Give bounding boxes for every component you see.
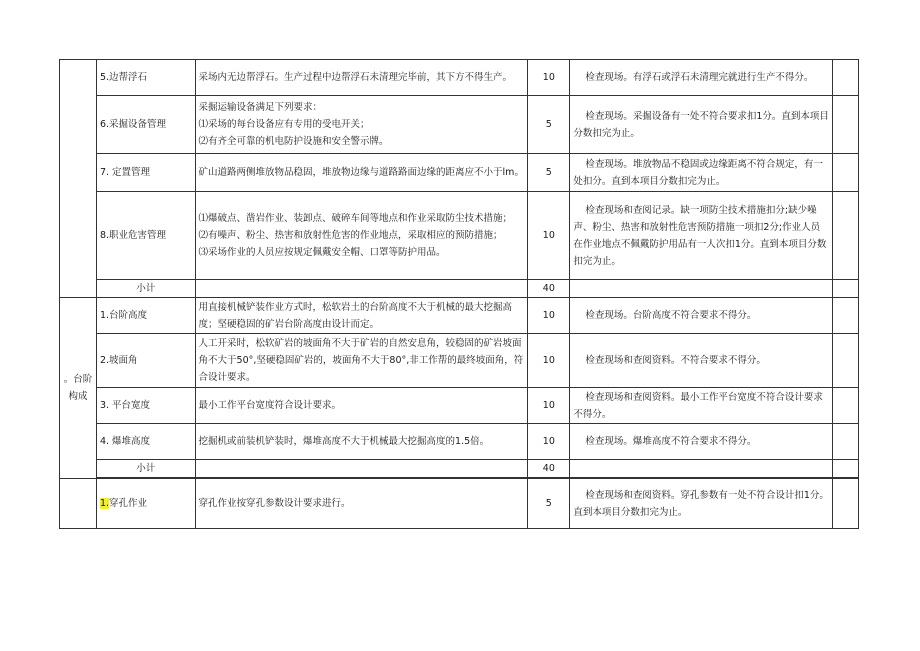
subtotal-score: 40 bbox=[528, 280, 570, 298]
score-cell: 10 bbox=[528, 192, 570, 280]
requirement-cell: 矿山道路两侧堆放物品稳固，堆放物边缘与道路路面边缘的距离应不小于lm。 bbox=[195, 154, 528, 192]
check-method-cell: 检查现场。爆堆高度不符合要求不得分。 bbox=[570, 424, 833, 460]
item-cell: 1.穿孔作业 bbox=[96, 479, 195, 529]
check-method-cell: 检查现场。采掘设备有一处不符合要求扣1分。直到本项目分数扣完为止。 bbox=[570, 96, 833, 154]
requirement-cell: 挖掘机或前装机铲装时，爆堆高度不大于机械最大挖掘高度的1.5倍。 bbox=[195, 424, 528, 460]
check-method-cell: 检查现场和查阅资料。最小工作平台宽度不符合设计要求不得分。 bbox=[570, 388, 833, 424]
item-cell: 7. 定置管理 bbox=[96, 154, 195, 192]
subtotal-score: 40 bbox=[528, 460, 570, 478]
subtotal-label: 小计 bbox=[96, 460, 195, 478]
empty-cell bbox=[570, 460, 833, 478]
note-cell bbox=[833, 479, 859, 529]
table-row bbox=[60, 154, 859, 192]
check-method-cell: 检查现场。有浮石或浮石未清理完就进行生产不得分。 bbox=[570, 60, 833, 96]
note-cell bbox=[833, 60, 859, 96]
item-cell: 2.坡面角 bbox=[96, 334, 195, 388]
note-cell bbox=[833, 424, 859, 460]
score-cell: 10 bbox=[528, 334, 570, 388]
table-row bbox=[60, 479, 859, 529]
table-row bbox=[60, 424, 859, 460]
score-cell: 5 bbox=[528, 154, 570, 192]
item-cell: 1.台阶高度 bbox=[96, 298, 195, 334]
table-row bbox=[60, 334, 859, 388]
requirement-cell: 穿孔作业按穿孔参数设计要求进行。 bbox=[195, 479, 528, 529]
subtotal-label: 小计 bbox=[96, 280, 195, 298]
score-cell: 5 bbox=[528, 96, 570, 154]
item-cell: 6.采掘设备管理 bbox=[96, 96, 195, 154]
table-row bbox=[60, 60, 859, 96]
empty-cell bbox=[195, 460, 528, 478]
note-cell bbox=[833, 280, 859, 298]
score-cell: 10 bbox=[528, 298, 570, 334]
table-row bbox=[60, 388, 859, 424]
item-cell: 4. 爆堆高度 bbox=[96, 424, 195, 460]
requirement-cell: 最小工作平台宽度符合设计要求。 bbox=[195, 388, 528, 424]
note-cell bbox=[833, 192, 859, 280]
subtotal-row bbox=[60, 280, 859, 298]
section-label: 。台阶构成 bbox=[60, 298, 97, 479]
item-cell: 8.职业危害管理 bbox=[96, 192, 195, 280]
note-cell bbox=[833, 334, 859, 388]
score-cell: 5 bbox=[528, 479, 570, 529]
requirement-cell: 采掘运输设备满足下列要求： ⑴采场的每台设备应有专用的受电开关； ⑵有齐全可靠的机电防护设施和安全警示牌。 bbox=[195, 96, 528, 154]
requirement-cell: 人工开采时，松软矿岩的坡面角不大于矿岩的自然安息角，较稳固的矿岩坡面角不大于50°,坚硬稳固矿岩的，坡面角不大于80°,非工作帮的最终坡面角，符合设计要求。 bbox=[195, 334, 528, 388]
requirement-cell: 用直接机械铲装作业方式时，松软岩土的台阶高度不大于机械的最大挖掘高度；坚硬稳固的矿岩台阶高度由设计而定。 bbox=[195, 298, 528, 334]
note-cell bbox=[833, 460, 859, 478]
requirement-cell: ⑴爆破点、凿岩作业、装卸点、破碎车间等地点和作业采取防尘技术措施； ⑵有噪声、粉尘、热害和放射性危害的作业地点，采取相应的预防措施； ⑶采场作业的人员应按规定佩戴安全帽、口罩等防护用品。 bbox=[195, 192, 528, 280]
subtotal-row bbox=[60, 460, 859, 478]
table-row bbox=[60, 96, 859, 154]
item-cell: 3. 平台宽度 bbox=[96, 388, 195, 424]
note-cell bbox=[833, 388, 859, 424]
check-method-cell: 检查现场和查阅资料。穿孔参数有一处不符合设计扣1分。直到本项目分数扣完为止。 bbox=[570, 479, 833, 529]
table-row bbox=[60, 298, 859, 334]
check-method-cell: 检查现场和查阅记录。缺一项防尘技术措施扣分;缺少噪声、粉尘、热害和放射性危害预防措施一项扣2分;作业人员在作业地点不佩戴防护用品有一人次扣1分。直到本项目分数扣完为止。 bbox=[570, 192, 833, 280]
note-cell bbox=[833, 154, 859, 192]
empty-cell bbox=[570, 280, 833, 298]
highlight-marker: 1. bbox=[99, 498, 110, 509]
score-cell: 10 bbox=[528, 60, 570, 96]
check-method-cell: 检查现场。堆放物品不稳固或边缘距离不符合规定，有一处扣分。直到本项目分数扣完为止。 bbox=[570, 154, 833, 192]
score-cell: 10 bbox=[528, 424, 570, 460]
score-cell: 10 bbox=[528, 388, 570, 424]
check-method-cell: 检查现场和查阅资料。不符合要求不得分。 bbox=[570, 334, 833, 388]
table-row bbox=[60, 192, 859, 280]
note-cell bbox=[833, 298, 859, 334]
section-cell bbox=[60, 479, 97, 529]
check-method-cell: 检查现场。台阶高度不符合要求不得分。 bbox=[570, 298, 833, 334]
assessment-table bbox=[59, 59, 859, 529]
empty-cell bbox=[195, 280, 528, 298]
item-cell: 5.边帮浮石 bbox=[96, 60, 195, 96]
note-cell bbox=[833, 96, 859, 154]
requirement-cell: 采场内无边帮浮石。生产过程中边帮浮石未清理完毕前，其下方不得生产。 bbox=[195, 60, 528, 96]
section-cell bbox=[60, 60, 97, 298]
